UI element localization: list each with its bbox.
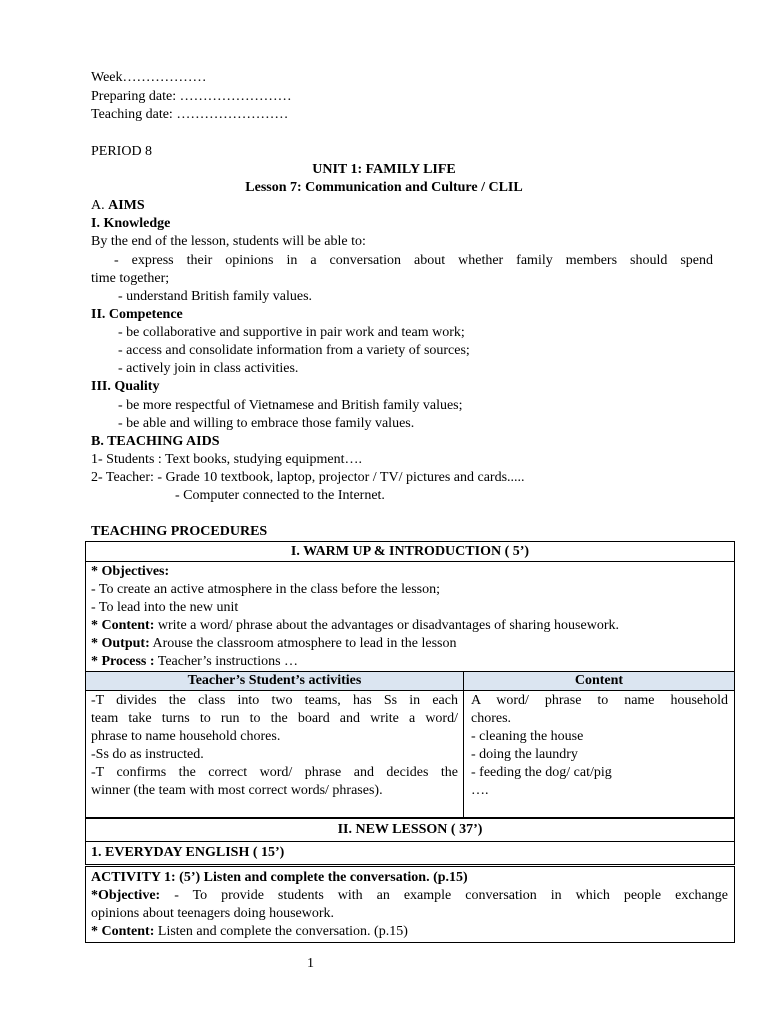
warmup-info-block [85, 561, 735, 672]
activity-line: team take turns to run to the board and write a word/ [91, 711, 458, 726]
teaching-aids-heading: B. TEACHING AIDS [91, 434, 220, 449]
aims-heading-prefix: A. [91, 198, 109, 213]
objective-item: - To lead into the new unit [91, 600, 239, 615]
lesson-title: Lesson 7: Communication and Culture / CLIL [245, 180, 523, 195]
activity-line: winner (the team with most correct words/ phrases). [91, 783, 383, 798]
output-text: Arouse the classroom atmosphere to lead in the lesson [149, 636, 457, 651]
warmup-title: I. WARM UP & INTRODUCTION ( 5’) [290, 544, 530, 559]
content-item: - feeding the dog/ cat/pig [471, 765, 612, 780]
everyday-english-row [85, 841, 735, 865]
content-label: * Content: [91, 618, 155, 633]
unit-title: UNIT 1: FAMILY LIFE [312, 162, 456, 177]
activity1-block [85, 866, 735, 943]
process-text: Teacher’s instructions … [154, 654, 299, 669]
col1-header-label: Teacher’s Student’s activities [187, 673, 362, 688]
competence-item: - access and consolidate information from a variety of sources; [118, 343, 470, 358]
aims-heading [91, 197, 145, 215]
knowledge-item-2: - understand British family values. [118, 289, 313, 304]
output-label: * Output: [91, 636, 150, 651]
process-label: * Process : [91, 654, 155, 669]
activity1-objective-text: - To provide students with an example conversation in which people exchange [160, 888, 728, 903]
objective-item: - To create an active atmosphere in the class before the lesson; [91, 582, 441, 597]
activity1-objective [91, 887, 728, 905]
teaching-aids-teacher: 2- Teacher: - Grade 10 textbook, laptop, projector / TV/ pictures and cards..... [91, 470, 525, 485]
teaching-date-line: Teaching date: …………………… [91, 107, 289, 122]
activity1-content-text: Listen and complete the conversation. (p.15) [154, 924, 408, 939]
teacher-student-activities-header [85, 671, 464, 691]
process-line [91, 653, 298, 671]
activity-line: phrase to name household chores. [91, 729, 281, 744]
activity1-objective-label: *Objective: [91, 888, 161, 903]
output-line [91, 635, 457, 653]
content-cell [463, 690, 735, 818]
everyday-english-title: 1. EVERYDAY ENGLISH ( 15’) [91, 845, 285, 860]
competence-heading: II. Competence [91, 307, 183, 322]
aims-heading-text: AIMS [108, 198, 145, 213]
competence-item: - actively join in class activities. [118, 361, 299, 376]
teaching-aids-students: 1- Students : Text books, studying equipment…. [91, 452, 362, 467]
content-item: chores. [471, 711, 512, 726]
new-lesson-title: II. NEW LESSON ( 37’) [337, 822, 483, 837]
content-item: …. [471, 783, 489, 798]
preparing-date-line: Preparing date: …………………… [91, 89, 292, 104]
activities-cell [85, 690, 464, 818]
objectives-label: * Objectives: [91, 564, 170, 579]
week-line: Week……………… [91, 70, 207, 85]
knowledge-item-1-cont: time together; [91, 271, 170, 286]
activity1-title: ACTIVITY 1: (5’) Listen and complete the conversation. (p.15) [91, 870, 468, 885]
activity-line: -T divides the class into two teams, has Ss in each [91, 693, 458, 708]
new-lesson-row [85, 818, 735, 842]
quality-item: - be able and willing to embrace those family values. [118, 416, 415, 431]
activity1-content-label: * Content: [91, 924, 155, 939]
competence-item: - be collaborative and supportive in pair work and team work; [118, 325, 465, 340]
quality-item: - be more respectful of Vietnamese and British family values; [118, 398, 463, 413]
activity-line: -T confirms the correct word/ phrase and decides the [91, 765, 458, 780]
content-item: - cleaning the house [471, 729, 584, 744]
activity1-content [91, 923, 408, 941]
content-text: write a word/ phrase about the advantages or disadvantages of sharing housework. [154, 618, 619, 633]
quality-heading: III. Quality [91, 379, 160, 394]
procedures-heading: TEACHING PROCEDURES [91, 524, 268, 539]
content-item: A word/ phrase to name household [471, 693, 728, 708]
activity1-objective-cont: opinions about teenagers doing housework. [91, 906, 335, 921]
teaching-aids-teacher-2: - Computer connected to the Internet. [175, 488, 385, 503]
col2-header-label: Content [574, 673, 624, 688]
content-line [91, 617, 619, 635]
knowledge-item-1: - express their opinions in a conversation about whether family members should spend [114, 253, 713, 268]
knowledge-intro: By the end of the lesson, students will be able to: [91, 234, 366, 249]
period-line: PERIOD 8 [91, 144, 153, 159]
activity-line: -Ss do as instructed. [91, 747, 204, 762]
knowledge-heading: I. Knowledge [91, 216, 171, 231]
content-header [463, 671, 735, 691]
page-number: 1 [307, 956, 314, 971]
warmup-title-row [85, 541, 735, 562]
content-item: - doing the laundry [471, 747, 578, 762]
